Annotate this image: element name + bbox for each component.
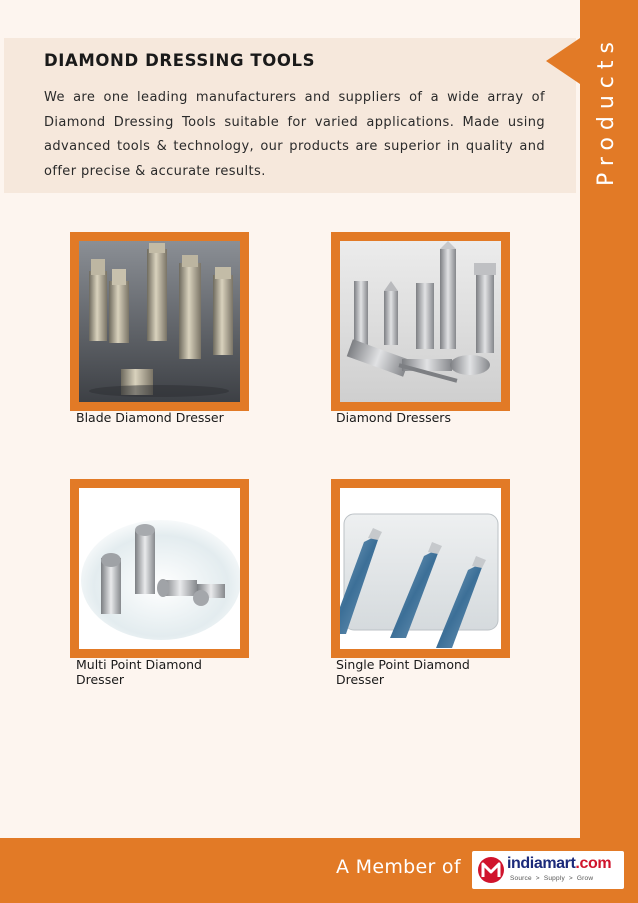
multi-point-diamond-dresser-photo (79, 488, 240, 649)
product-photo-frame (331, 232, 510, 411)
diamond-dressers-photo (340, 241, 501, 402)
product-photo-frame (331, 479, 510, 658)
indiamart-tagline: Source > Supply > Grow (510, 875, 594, 882)
single-point-diamond-dresser-photo (340, 488, 501, 649)
member-of-text: A Member of (336, 856, 461, 878)
page-title: DIAMOND DRESSING TOOLS (44, 51, 316, 70)
product-photo-frame (70, 232, 249, 411)
indiamart-wordmark: indiamart.com (507, 855, 612, 872)
intro-arrow-marker (546, 38, 580, 84)
product-photo-frame (70, 479, 249, 658)
product-caption: Diamond Dressers (336, 410, 451, 425)
indiamart-m-icon (477, 855, 505, 885)
blade-diamond-dresser-photo (79, 241, 240, 402)
section-side-label: Products (594, 35, 619, 186)
indiamart-logo[interactable] (472, 851, 624, 889)
product-caption: Multi Point Diamond Dresser (76, 657, 202, 687)
product-caption: Blade Diamond Dresser (76, 410, 224, 425)
product-caption: Single Point Diamond Dresser (336, 657, 470, 687)
intro-paragraph: We are one leading manufacturers and suppliers of a wide array of Diamond Dressing Tools suitable for varied applications. Made using advanced tools & technology, our products are superior in quality and offer precise & accurate results. (44, 90, 545, 179)
